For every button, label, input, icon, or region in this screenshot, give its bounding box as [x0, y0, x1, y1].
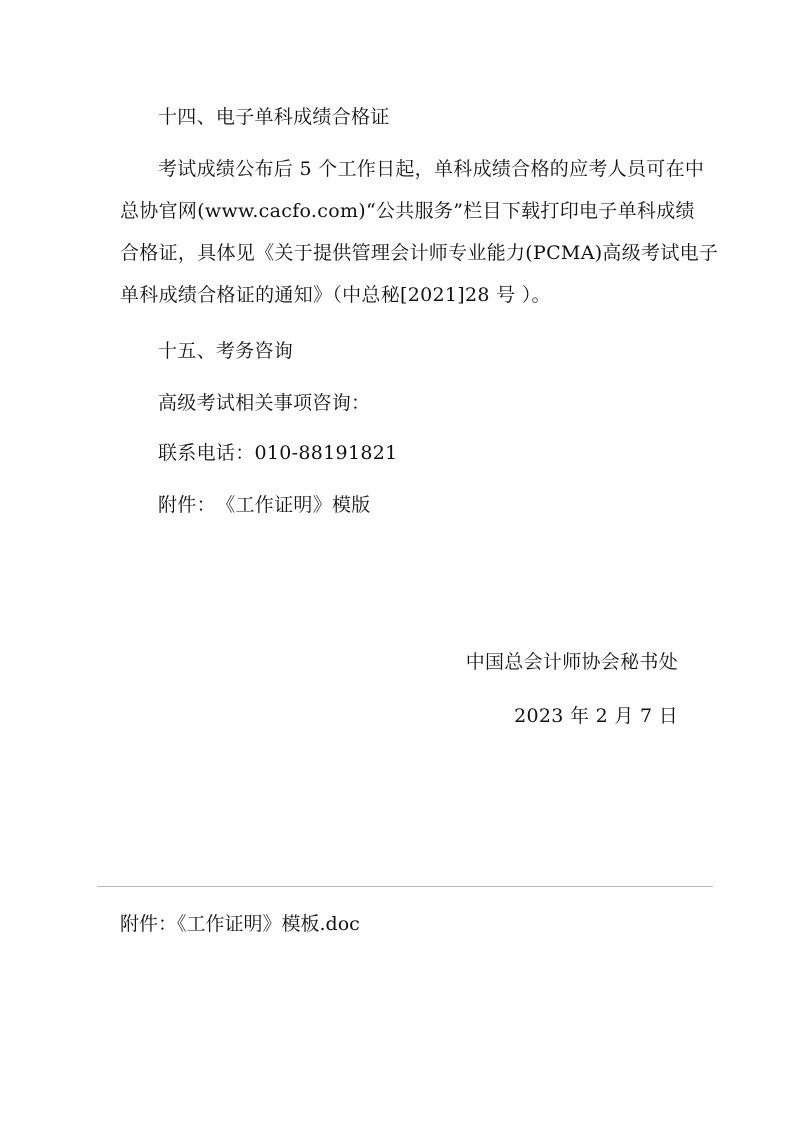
attachment-text: 附件： 《工作证明》模版: [158, 494, 371, 516]
section-14-heading: 十四、电子单科成绩合格证: [158, 106, 390, 128]
attachment-download-link[interactable]: 附件：《工作证明》模板.doc: [120, 913, 360, 935]
section-15-heading: 十五、考务咨询: [158, 340, 294, 362]
section-14-paragraph-line-2: 总协官网(www.cacfo.com)“公共服务”栏目下载打印电子单科成绩: [120, 200, 695, 222]
section-14-paragraph-line-1: 考试成绩公布后 5 个工作日起，单科成绩合格的应考人员可在中: [158, 158, 705, 180]
consult-text: 高级考试相关事项咨询：: [158, 392, 371, 414]
section-14-paragraph-line-4: 单科成绩合格证的通知》（中总秘[2021]28 号 ）。: [120, 284, 551, 306]
phone-text: 联系电话：010-88191821: [158, 442, 398, 464]
signature-date: 2023 年 2 月 7 日: [514, 705, 678, 727]
section-14-paragraph-line-3: 合格证，具体见《关于提供管理会计师专业能力(PCMA)高级考试电子: [120, 242, 719, 264]
organization-signature: 中国总会计师协会秘书处: [465, 651, 678, 673]
footer-divider: [97, 886, 713, 887]
